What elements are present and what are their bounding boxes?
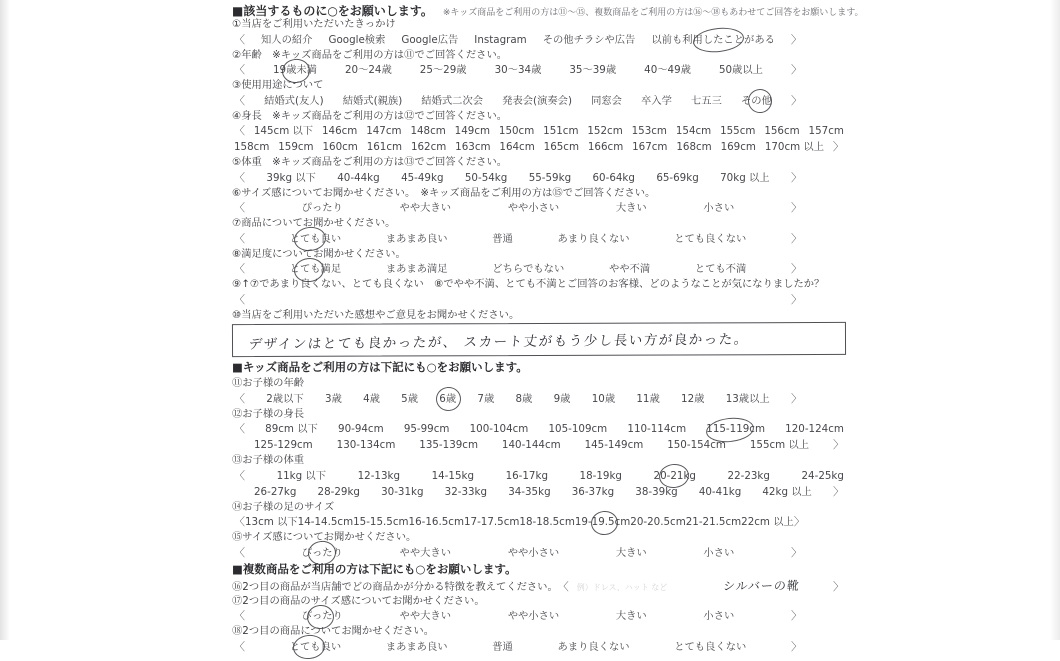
options-row [232,200,850,216]
option: Google広告 [401,33,459,46]
option: 50歳以上 [718,64,763,76]
bracket-open: 〈 [234,515,245,528]
option: 156cm [764,125,800,137]
question-label: ⑭お子様の足のサイズ [232,500,335,513]
bracket-open: 〈 [234,639,245,653]
option: 145cm 以下 [253,125,314,137]
option: 42kg 以上 [762,485,812,498]
option: とても不満 [694,263,747,275]
option-circled: ぴったり [301,546,343,559]
option: やや大きい [399,546,452,559]
option: 18-19kg [579,469,622,482]
option: 大きい [615,610,647,622]
bracket-close: 〉 [790,609,802,622]
bracket-open: 〈 [234,545,245,559]
option: 40-41kg [698,485,742,498]
option: 151cm [543,125,579,137]
option: 3歳 [324,392,342,405]
question-label: ⑫お子様の身長 [232,407,305,420]
question-label: ⑩当店をご利用いただいた感想やご意見をお聞かせください。 [232,308,520,321]
option: 120-124cm [785,423,844,435]
bracket-close: 〉 [832,140,844,153]
option: 166cm [587,141,624,153]
option: 13cm 以下 [245,516,298,528]
option: 45-49kg [401,171,444,184]
bracket-close: 〉 [790,391,802,405]
option: Google検索 [328,33,386,46]
option-circled: 以前も利用したことがある [651,33,775,46]
scan-edge-shadow-left [0,0,10,640]
option: 結婚式(親族) [342,94,403,107]
option: 169cm [720,141,756,153]
options-row [232,261,850,277]
option: 147cm [366,125,402,137]
option: 162cm [410,141,447,153]
option: 158cm [234,141,270,153]
option: 65-69kg [656,171,699,184]
option: 146cm [321,125,358,137]
option: 140-144cm [501,439,561,451]
option: 40-44kg [337,171,380,184]
option: 154cm [675,125,712,137]
bracket-close: 〉 [793,515,805,528]
option: やや大きい [399,202,452,214]
option: とても良くない [674,232,747,245]
option-circled: その他 [740,94,772,107]
option: 20-20.5cm [630,516,686,528]
question-label: ③使用用途について [232,79,324,91]
option: 11kg 以下 [276,469,327,482]
option: 12歳 [681,392,705,405]
option: 大きい [615,202,647,214]
bracket-close: 〉 [790,201,802,214]
option-circled: 19歳未満 [272,64,317,76]
option: 4歳 [363,392,380,405]
option: 50-54kg [464,171,508,184]
question-label: ⑤体重 ※キッズ商品をご利用の方は⑬でご回答ください。 [232,156,508,168]
option: 同窓会 [591,94,622,107]
option: 34-35kg [508,485,551,498]
question-label: ②年齢 ※キッズ商品をご利用の方は⑪でご回答ください。 [232,48,508,61]
question-label: ⑧満足度についてお聞かせください。 [232,247,406,260]
option: 153cm [631,125,667,137]
bracket-open: 〈 [234,609,245,622]
option: 36-37kg [571,485,615,498]
option-circled: 115-119cm [706,423,765,435]
option: 15-15.5cm [353,516,409,528]
bracket-close: 〉 [790,231,802,245]
option: 結婚式二次会 [421,94,484,107]
option: 25～29歳 [419,64,467,76]
option: 24-25kg [801,469,844,482]
options-row [232,32,850,48]
option: 13歳以上 [725,392,770,405]
option-circled: とても満足 [289,263,342,275]
question-label: ⑨↑⑦であまり良くない、とても良くない ⑧でやや不満、とても不満とご回答のお客様、どのようなことが気になりましたか？ [232,278,825,290]
option: 16-17kg [505,469,548,482]
option: とても良くない [674,640,747,653]
bracket-open: 〈 [234,63,245,76]
option-circled: とても良い [289,640,342,653]
bracket-close: 〉 [790,262,802,275]
option: 149cm [454,125,491,137]
option: 95-99cm [403,423,450,435]
option: あまり良くない [557,640,630,653]
option: 10歳 [591,392,616,405]
options-row [232,545,850,561]
bracket-close: 〉 [833,579,844,593]
options-row [232,139,850,155]
bracket-close: 〉 [832,438,844,451]
section-heading: ■複数商品をご利用の方は下記にも○をお願いします。 [232,561,517,576]
options-row [232,468,850,484]
option: 14-15kg [431,469,474,482]
options-row [232,608,850,624]
option: 164cm [499,141,535,153]
option: 普通 [492,640,513,653]
bracket-open: 〈 [234,391,245,405]
option: 大きい [615,546,647,559]
bracket-open: 〈 [234,124,245,137]
option: 16-16.5cm [408,516,464,528]
comment-box [232,322,846,357]
option: あまり良くない [557,232,630,245]
option: 小さい [703,202,735,214]
bracket-open: 〈 [234,93,245,107]
option: 38-39kg [635,485,678,498]
option: 小さい [703,610,735,622]
option: 40～49歳 [644,64,691,76]
option: 105-109cm [548,423,608,435]
option: 28-29kg [317,485,360,498]
scan-edge-shadow-right [1050,0,1060,640]
question-label: ⑮サイズ感についてお聞かせください。 [232,531,417,543]
form-title: ■該当するものに○をお願いします。 [232,4,433,18]
faint-example-hint: 例）ドレス、ハット など [576,582,668,592]
option: 8歳 [515,392,533,405]
option: 26-27kg [254,485,297,498]
option: 89cm 以下 [265,423,318,435]
option: 2歳以下 [266,392,304,405]
option: 18-18.5cm [519,516,575,528]
option: ぴったり [301,202,343,214]
option: 小さい [703,546,735,559]
option: 普通 [492,232,513,245]
option: 結婚式(友人) [264,94,324,107]
section-heading: ■キッズ商品をご利用の方は下記にも○をお願いします。 [232,360,528,374]
option: 卒入学 [641,94,672,107]
bracket-open: 〈 [234,262,245,275]
option: その他チラシや広告 [542,33,636,46]
option: 22cm 以上 [741,516,794,528]
option: 168cm [676,141,712,153]
option: まあまあ良い [385,232,448,245]
option: 9歳 [553,392,571,405]
form-header-note: ※キッズ商品をご利用の方は⑪～⑮、複数商品をご利用の方は⑯～⑱もあわせてご回答をお願いします。 [442,8,864,18]
option: 7歳 [477,392,495,405]
options-row [232,514,850,530]
options-row [232,391,850,407]
options-row [232,484,850,500]
option: 60-64kg [592,171,635,184]
option: 161cm [366,141,403,153]
option: 165cm [543,141,579,153]
question-label: ⑪お子様の年齢 [232,377,305,389]
bracket-open: 〈 [234,422,245,435]
option: 160cm [322,141,358,153]
option: 30-31kg [381,485,424,498]
options-row [232,170,850,186]
option-circled: とても良い [289,232,342,245]
bracket-close: 〉 [790,32,802,46]
option: 148cm [410,125,446,137]
option: 5歳 [401,392,419,405]
option-circled: ぴったり [301,610,343,622]
bracket-open: 〈 [234,170,245,184]
bracket-open: 〈 [234,468,245,482]
options-row [232,62,850,78]
question-label: ④身長 ※キッズ商品をご利用の方は⑫でご回答ください。 [232,109,508,122]
question-label: ⑬お子様の体重 [232,454,305,466]
question-label: ⑰2つ目の商品のサイズ感についてお聞かせください。 [232,594,485,607]
option: どちらでもない [492,263,565,275]
option: まあまあ良い [385,640,448,653]
option: 130-134cm [336,439,396,451]
option: 135-139cm [419,439,478,451]
form-header [232,2,864,18]
bracket-open: 〈 [234,201,245,214]
options-row [232,292,850,308]
option: 150-154cm [667,439,726,451]
option: 14-14.5cm [297,516,354,528]
option: 167cm [632,141,668,153]
options-row [232,421,850,437]
question-label: ①当店をご利用いただいたきっかけ [232,18,396,30]
option: 22-23kg [727,469,770,482]
option: 159cm [278,141,314,153]
option: 90-94cm [338,423,384,435]
option: 100-104cm [469,423,529,435]
option: 125-129cm [254,439,313,451]
option: 152cm [587,125,623,137]
option-circled: 20-21kg [653,469,696,482]
handwritten-comment: デザインはとても良かったが、 スカート丈がもう少し長い方が良かった。 [247,331,750,353]
bracket-close: 〉 [790,545,802,559]
survey-document [232,2,864,655]
option: 145-149cm [584,439,644,451]
option: やや小さい [507,202,560,214]
option: 170cm 以上 [764,141,825,153]
option: 七五三 [691,94,722,107]
option: 155cm 以上 [749,439,810,451]
question-label: ⑥サイズ感についてお聞かせください。 ※キッズ商品をご利用の方は⑮でご回答ください。 [232,186,656,199]
option: 163cm [455,141,491,153]
bracket-close: 〉 [790,63,802,76]
question-label: ⑱2つ目の商品についてお聞かせください。 [232,625,434,637]
options-row [232,123,850,139]
option: 21-21.5cm [685,516,742,528]
option: 35～39歳 [569,64,617,76]
option: 157cm [808,125,844,137]
options-row [232,231,850,247]
question-label: ⑦商品についてお聞かせください。 [232,217,396,229]
option: 110-114cm [627,423,687,435]
option: 12-13kg [357,469,401,482]
options-row [232,93,850,109]
option: やや小さい [507,546,560,559]
option: まあまあ満足 [385,263,448,275]
option: 70kg 以上 [720,171,770,184]
bracket-close: 〉 [790,93,802,107]
option: Instagram [474,33,527,46]
option: 発表会(演奏会) [502,94,572,107]
option: 17-17.5cm [463,516,520,528]
options-row [232,639,850,655]
handwritten-answer: シルバーの靴 [722,578,801,593]
question-label: ⑯2つ目の商品が当店舗でどの商品かが分かる特徴を教えてください。 [232,580,558,593]
option: 30～34歳 [494,64,542,76]
option: 20～24歳 [344,64,392,76]
question-inline [232,578,850,594]
option: 11歳 [636,392,660,405]
bracket-close: 〉 [832,484,844,498]
option: 32-33kg [444,485,488,498]
bracket-close: 〉 [790,170,802,184]
options-row [232,437,850,453]
bracket-open: 〈 [557,579,569,593]
option-circled: 6歳 [439,392,457,405]
option-circled: 19-19.5cm [574,516,631,528]
option: やや不満 [608,263,651,275]
bracket-close: 〉 [791,292,802,306]
option: 155cm [720,125,756,137]
bracket-open: 〈 [234,292,245,306]
option: 150cm [498,125,535,137]
form-body [232,17,850,655]
option: 55-59kg [528,171,572,184]
option: 知人の紹介 [261,33,313,46]
bracket-close: 〉 [790,639,802,653]
option: やや小さい [507,610,560,622]
option: 39kg 以下 [266,171,316,184]
bracket-open: 〈 [234,231,245,245]
option: やや大きい [399,610,452,622]
bracket-open: 〈 [234,32,245,46]
